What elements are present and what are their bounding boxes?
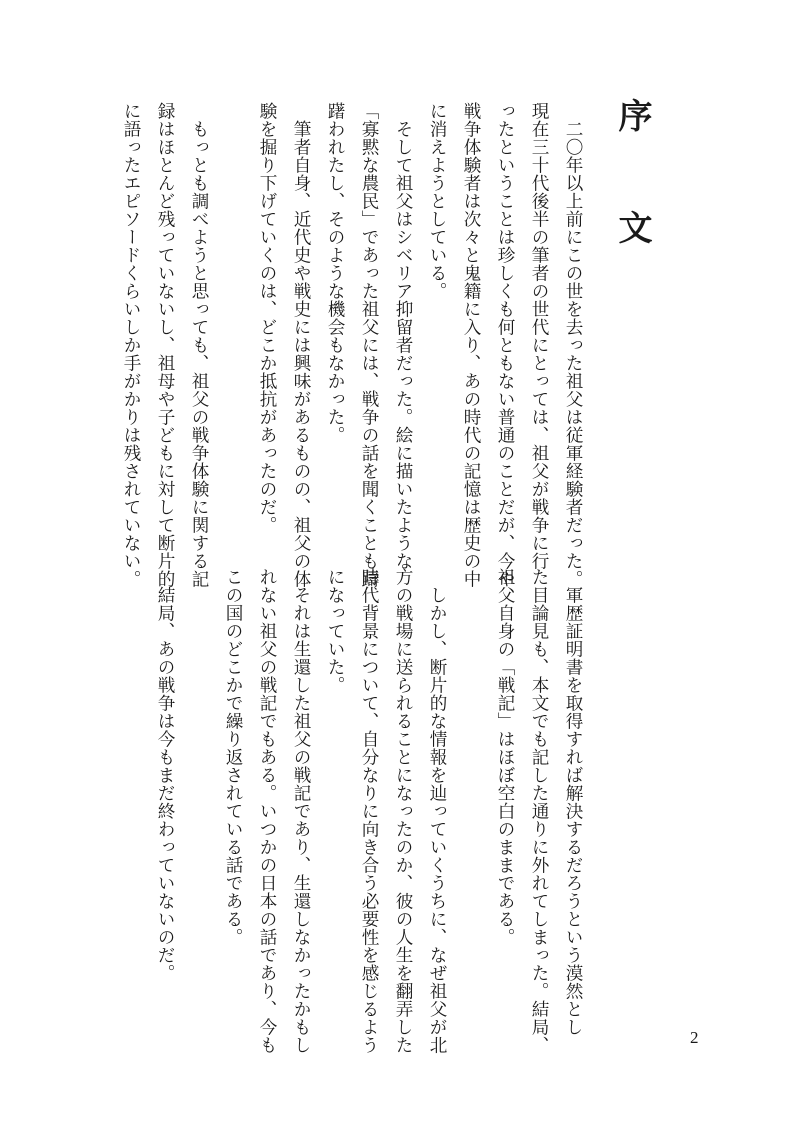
text-line: 祖父自身の「戦記」はほぼ空白のままである。 bbox=[495, 568, 515, 946]
text-line: 時代背景について、自分なりに向き合う必要性を感じるよう bbox=[359, 568, 379, 1054]
text-line: 「寡黙な農民」であった祖父には、戦争の話を聞くことも躊 bbox=[359, 102, 379, 588]
text-line: ったということは珍しくも何ともない普通のことだが、今や bbox=[495, 102, 515, 588]
text-line: 方の戦場に送られることになったのか、彼の人生を翻弄した bbox=[393, 568, 413, 1054]
text-line: になっていた。 bbox=[325, 568, 345, 694]
page-title: 序 文 bbox=[612, 98, 652, 266]
text-line: この国のどこかで繰り返されている話である。 bbox=[223, 568, 243, 946]
text-line: それは生還した祖父の戦記であり、生還しなかったかもし bbox=[291, 568, 311, 1054]
text-line bbox=[216, 102, 250, 562]
lower-text-block bbox=[155, 568, 590, 1054]
text-line: た目論見も、本文でも記した通りに外れてしまった。結局、 bbox=[529, 568, 549, 1054]
text-line: もっとも調べようと思っても、祖父の戦争体験に関する記 bbox=[189, 102, 209, 588]
text-line bbox=[182, 568, 216, 1008]
text-line: そして祖父はシベリア抑留者だった。絵に描いたような bbox=[393, 102, 413, 570]
text-line: 躇われたし、そのような機会もなかった。 bbox=[325, 102, 345, 444]
upper-text-block bbox=[121, 102, 590, 588]
text-line: 二〇年以上前にこの世を去った祖父は従軍経験者だった。 bbox=[563, 102, 583, 588]
text-line: しかし、断片的な情報を辿っていくうちに、なぜ祖父が北 bbox=[427, 568, 447, 1054]
text-line: 現在三十代後半の筆者の世代にとっては、祖父が戦争に行 bbox=[529, 102, 549, 570]
text-line: 結局、あの戦争は今もまだ終わっていないのだ。 bbox=[155, 568, 175, 982]
text-line: に消えようとしている。 bbox=[427, 102, 447, 300]
text-line: れない祖父の戦記でもある。いつかの日本の話であり、今も bbox=[257, 568, 277, 1054]
text-line: 戦争体験者は次々と鬼籍に入り、あの時代の記憶は歴史の中 bbox=[461, 102, 481, 588]
text-line: 軍歴証明書を取得すれば解決するだろうという漠然とし bbox=[563, 568, 583, 1036]
page-number: 2 bbox=[690, 1028, 699, 1047]
text-line: 験を掘り下げていくのは、どこか抵抗があったのだ。 bbox=[257, 102, 277, 534]
text-line: に語ったエピソードくらいしか手がかりは残されていない。 bbox=[121, 102, 141, 588]
text-line: 録はほとんど残っていないし、祖母や子どもに対して断片的 bbox=[155, 102, 175, 588]
text-line bbox=[454, 568, 488, 1008]
text-line: 筆者自身、近代史や戦史には興味があるものの、祖父の体 bbox=[291, 102, 311, 588]
